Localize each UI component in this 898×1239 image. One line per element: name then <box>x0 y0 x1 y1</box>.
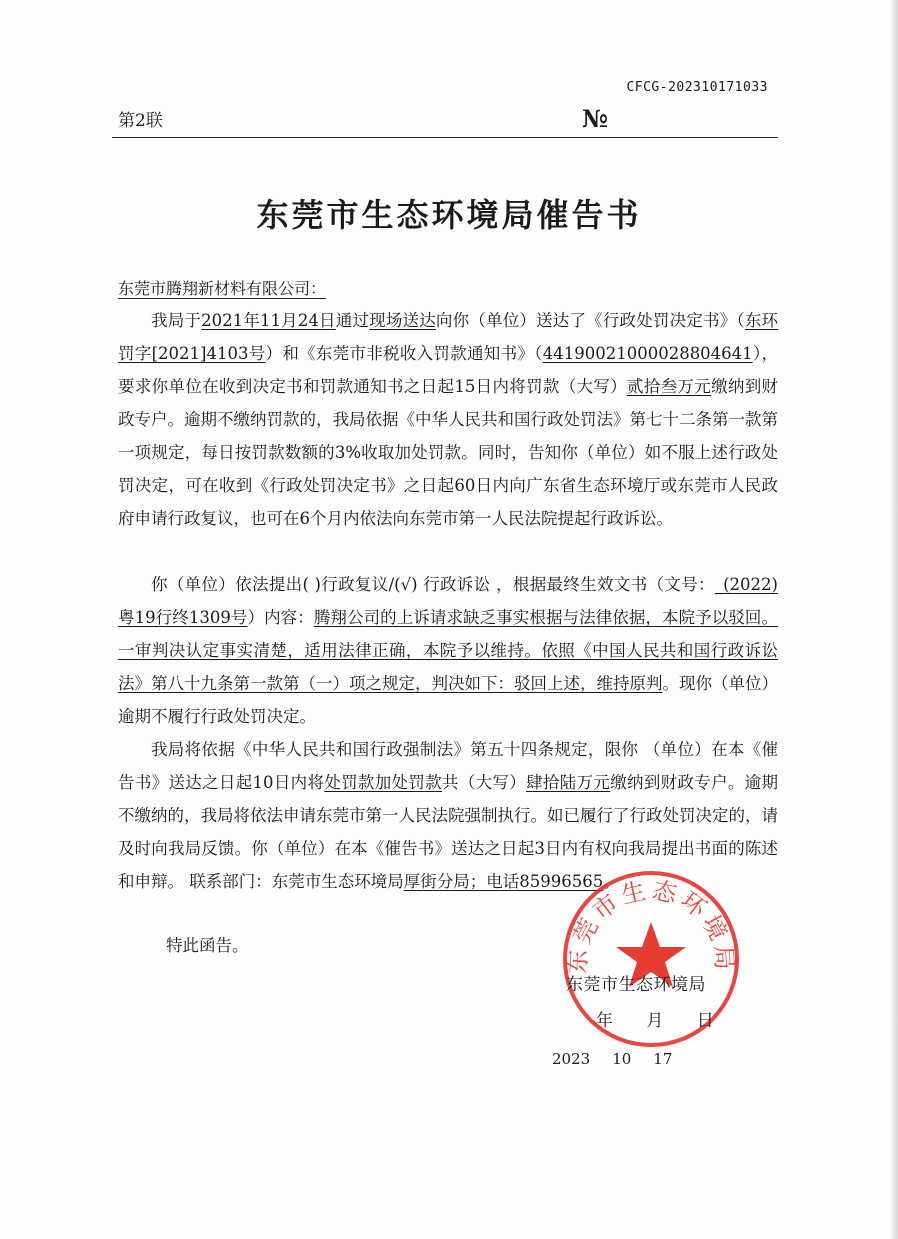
p3-text-3: 缴纳到财政专户。逾期不缴纳的，我局将依法申请东莞市第一人民法院强制执行。如已履行了行政处罚决定的，请及时向我局反馈。你（单位）在本《催告书》送达之日起3日内有权向我局提出书面的陈述和申辩。 联系部门：东莞市生态环境局 <box>118 773 779 891</box>
p1-notice-ref: 44190021000028804641 <box>542 344 753 363</box>
p2-text-2: ）内容： <box>247 608 314 627</box>
p3-text-1: 我局将依据《中华人民共和国行政强制法》第五十四条规定，限你 （单位）在本《催告书》送达之日起10日内将 <box>118 740 778 792</box>
p1-delivery-method: 现场送达 <box>369 311 436 330</box>
p2-text-1: 你（单位）依法提出( )行政复议/(√) 行政诉讼 ，根据最终生效文书（文号： <box>151 575 715 594</box>
p3-text-2: 共（大写） <box>442 773 527 792</box>
document-title: 东莞市生态环境局催告书 <box>256 196 642 234</box>
p1-text-6: 缴纳到财政专户。逾期不缴纳罚款的，我局依据《中华人民共和国行政处罚法》第七十二条第一款第一项规定，每日按罚款数额的3%收取加处罚款。同时，告知你（单位）如不服上述行政处罚决定，可在收到《行政处罚决定书》之日起60日内向广东省生态环境厅或东莞市人民政府申请行政复议，也可在6个月内依法向东莞市第一人民法院提起行政诉讼。 <box>118 377 779 528</box>
seal-text: 东莞市生态环境局 <box>563 876 739 975</box>
p1-text-1: 我局于 <box>151 311 202 330</box>
closing-text: 特此函告。 <box>166 936 249 955</box>
p3-penalty-item: 处罚款加处罚款 <box>324 773 443 792</box>
p1-text-4: ）和《东莞市非税收入罚款通知书》（ <box>265 344 543 363</box>
paragraph-2 <box>118 568 778 733</box>
p1-text-3: 向你（单位）送达了《行政处罚决定书》（ <box>435 311 745 330</box>
paragraph-1 <box>118 304 778 535</box>
issue-month: 10 <box>612 1050 632 1068</box>
addressee <box>118 276 326 299</box>
issue-date <box>552 1050 694 1068</box>
p3-total-amount: 肆拾陆万元 <box>526 773 611 792</box>
number-label: № <box>582 104 609 133</box>
p1-text-2: 通过 <box>335 311 370 330</box>
signature-date-line: 年 月 日 <box>596 1011 714 1031</box>
issue-year: 2023 <box>552 1050 591 1068</box>
p1-delivery-date: 2021年11月24日 <box>201 311 336 330</box>
p1-text-5: ），要求你单位在收到决定书和罚款通知书之日起15日内将罚款（大写） <box>118 344 779 396</box>
p2-text-3: 。现你（单位）逾期不履行行政处罚决定。 <box>118 674 778 726</box>
document-code: CFCG-202310171033 <box>626 80 768 95</box>
p1-decision-ref: 东环罚字[2021]4103号 <box>118 311 779 363</box>
copy-label: 第2联 <box>118 111 163 131</box>
p1-fine-amount: 贰拾叁万元 <box>626 377 712 396</box>
addressee-text: 东莞市腾翔新材料有限公司： <box>118 279 327 298</box>
p3-text-4: 。 <box>603 872 620 891</box>
p3-contact-dept: 厚街分局；电话85996565 <box>403 872 604 891</box>
p2-judgment-content: 腾翔公司的上诉请求缺乏事实根据与法律依据，本院予以驳回。一审判决认定事实清楚，适用法律正确，本院予以维持。依照《中国人民共和国行政诉讼法》第八十九条第一款第（一）项之规定，判决如下：驳回上述，维持原判 <box>118 608 779 693</box>
p2-judgment-ref: _(2022)粤19行终1309号 <box>118 575 778 627</box>
page-edge-shadow <box>890 0 898 1239</box>
issue-day: 17 <box>653 1050 673 1068</box>
signature-org: 东莞市生态环境局 <box>566 975 706 995</box>
header-rule <box>112 137 778 138</box>
